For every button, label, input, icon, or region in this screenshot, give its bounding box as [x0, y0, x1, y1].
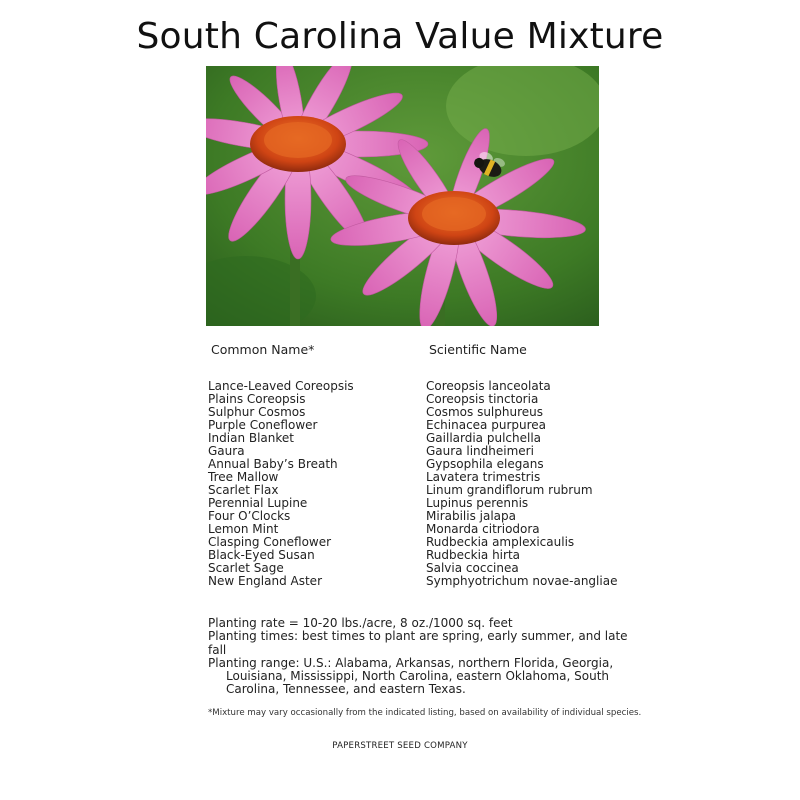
- list-item: Scarlet Flax: [208, 483, 279, 497]
- list-item: Plains Coreopsis: [208, 392, 306, 406]
- list-item: Linum grandiflorum rubrum: [426, 483, 593, 497]
- list-item: Symphyotrichum novae-angliae: [426, 574, 618, 588]
- list-item: Coreopsis lanceolata: [426, 379, 551, 393]
- list-item: Tree Mallow: [208, 470, 279, 484]
- list-item: Indian Blanket: [208, 431, 295, 445]
- list-item: Gypsophila elegans: [426, 457, 544, 471]
- list-item: Gaura lindheimeri: [426, 444, 534, 458]
- list-item: Coreopsis tinctoria: [426, 392, 539, 406]
- list-item: Sulphur Cosmos: [208, 405, 306, 419]
- list-item: Lemon Mint: [208, 522, 279, 536]
- list-item: Gaillardia pulchella: [426, 431, 542, 445]
- availability-footnote: *Mixture may vary occasionally from the indicated listing, based on availability of individual species.: [208, 708, 642, 718]
- list-item: Clasping Coneflower: [208, 535, 332, 549]
- scientific-name-header: Scientific Name: [429, 342, 527, 357]
- planting-range: Planting range: U.S.: Alabama, Arkansas, northern Florida, Georgia, Louisiana, Mississippi, North Carolina, eastern Oklahoma, South Carolina, Tennessee, and eastern Texas.: [208, 655, 614, 697]
- common-name-list: [208, 380, 354, 588]
- list-item: New England Aster: [208, 574, 322, 588]
- list-item: Scarlet Sage: [208, 561, 284, 575]
- list-item: Purple Coneflower: [208, 418, 318, 432]
- list-item: Echinacea purpurea: [426, 418, 547, 432]
- common-name-header: Common Name*: [211, 342, 315, 357]
- planting-notes: [208, 617, 628, 697]
- coneflower-illustration: [206, 66, 599, 326]
- list-item: Monarda citriodora: [426, 522, 540, 536]
- list-item: Rudbeckia amplexicaulis: [426, 535, 575, 549]
- planting-times: Planting times: best times to plant are spring, early summer, and late fall: [208, 629, 628, 657]
- planting-rate: Planting rate = 10-20 lbs./acre, 8 oz./1000 sq. feet: [208, 616, 513, 630]
- list-item: Lupinus perennis: [426, 496, 529, 510]
- page-title: South Carolina Value Mixture: [136, 16, 664, 57]
- list-item: Cosmos sulphureus: [426, 405, 543, 419]
- list-item: Rudbeckia hirta: [426, 548, 521, 562]
- list-item: Annual Baby’s Breath: [208, 457, 338, 471]
- list-item: Salvia coccinea: [426, 561, 519, 575]
- list-item: Lance-Leaved Coreopsis: [208, 379, 354, 393]
- list-item: Black-Eyed Susan: [208, 548, 315, 562]
- list-item: Lavatera trimestris: [426, 470, 541, 484]
- scientific-name-list: [426, 380, 617, 588]
- coneflower-photo: [206, 66, 599, 326]
- list-item: Gaura: [208, 444, 245, 458]
- list-item: Four O’Clocks: [208, 509, 291, 523]
- list-item: Perennial Lupine: [208, 496, 308, 510]
- company-name: PAPERSTREET SEED COMPANY: [332, 741, 468, 751]
- list-item: Mirabilis jalapa: [426, 509, 517, 523]
